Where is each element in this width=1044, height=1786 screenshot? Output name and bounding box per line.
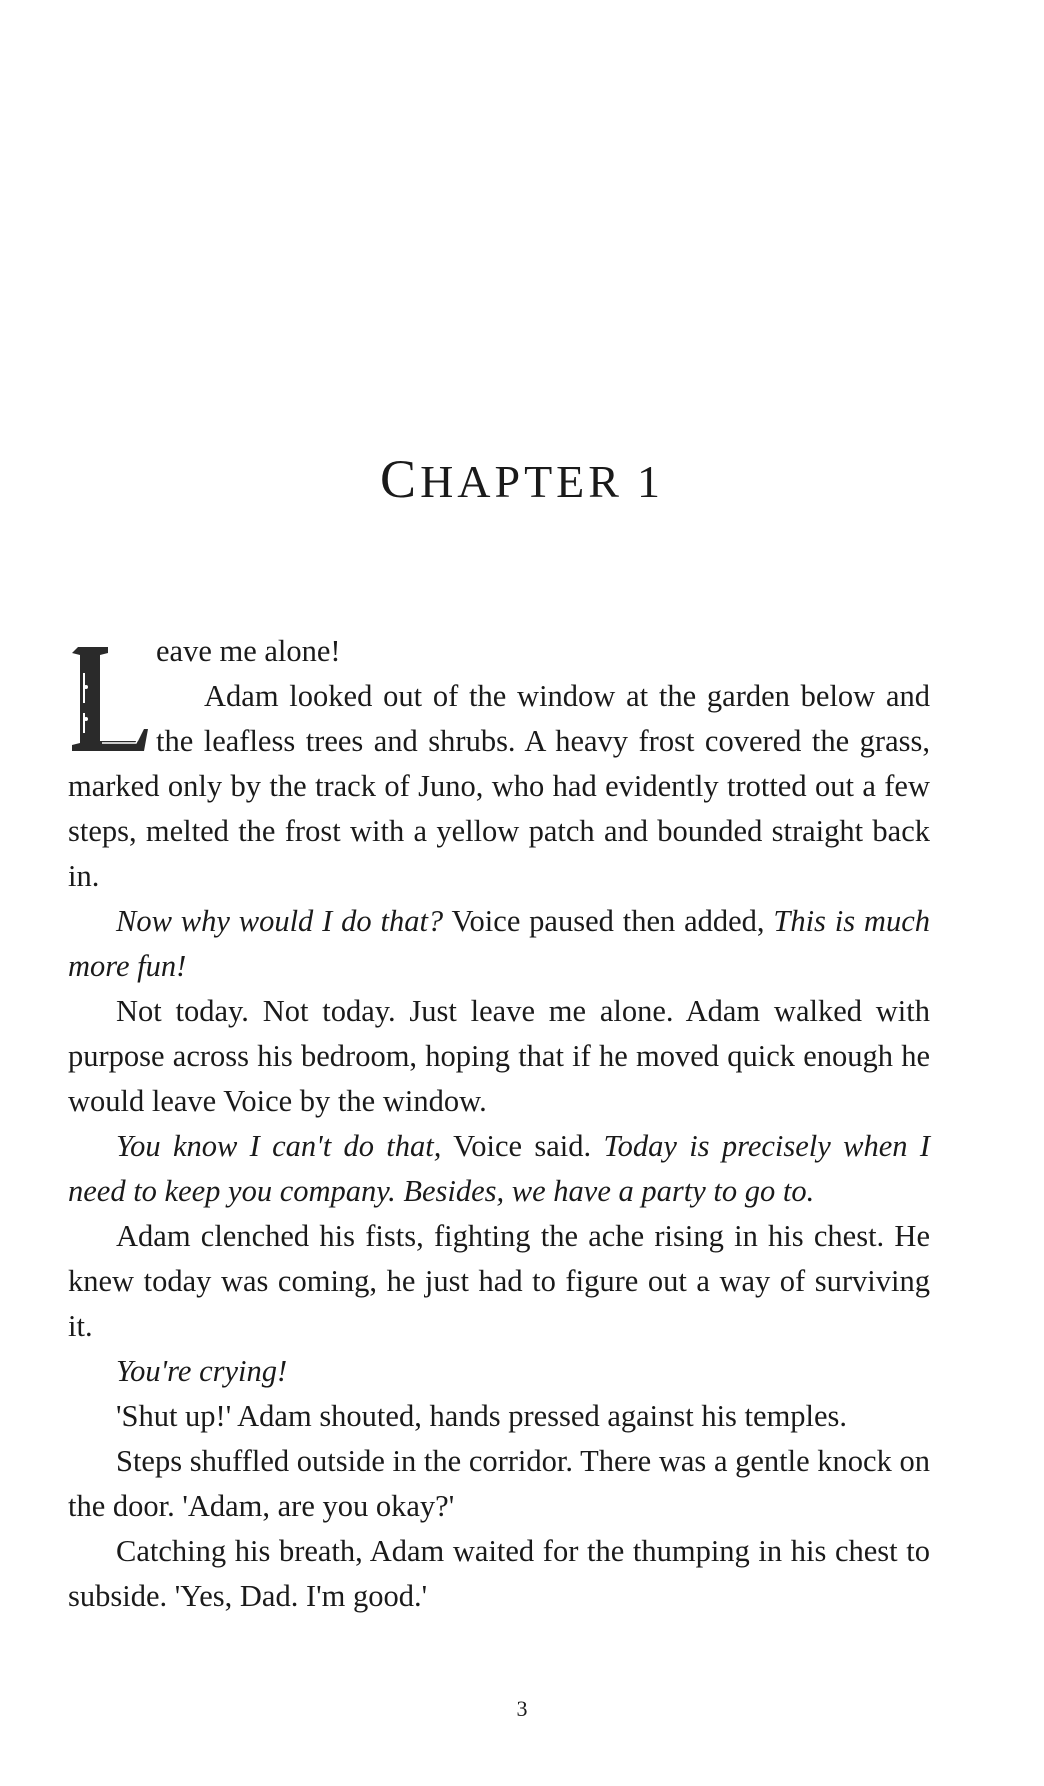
paragraph-3 bbox=[68, 899, 930, 989]
page-number: 3 bbox=[516, 1696, 528, 1721]
chapter-title-initial: C bbox=[380, 449, 421, 509]
paragraph-10: Catching his breath, Adam waited for the thumping in his chest to subside. 'Yes, Dad. I'm good.' bbox=[68, 1534, 930, 1613]
paragraph-7 bbox=[68, 1349, 930, 1394]
chapter-title bbox=[0, 448, 1044, 510]
paragraph-3-roman: Voice paused then added, bbox=[443, 904, 774, 938]
paragraph-4: Not today. Not today. Just leave me alone. Adam walked with purpose across his bedroom, hoping that if he moved quick enough he would leave Voice by the window. bbox=[68, 994, 930, 1118]
paragraph-7-italic: You're crying! bbox=[116, 1354, 288, 1388]
chapter-title-word: HAPTER bbox=[420, 456, 623, 507]
paragraph-9: Steps shuffled outside in the corridor. There was a gentle knock on the door. 'Adam, are you okay?' bbox=[68, 1444, 930, 1523]
paragraph-8: 'Shut up!' Adam shouted, hands pressed against his temples. bbox=[116, 1399, 848, 1433]
paragraph-5-roman: Voice said. bbox=[441, 1129, 604, 1163]
paragraph-3-italic-b: This is much more fun! bbox=[68, 904, 930, 983]
chapter-body bbox=[68, 629, 930, 1619]
chapter-number: 1 bbox=[636, 456, 664, 507]
paragraph-1 bbox=[68, 629, 930, 674]
dropcap-letter bbox=[68, 643, 148, 755]
paragraph-5-italic-a: You know I can't do that, bbox=[116, 1129, 442, 1163]
paragraph-6: Adam clenched his fists, fighting the ache rising in his chest. He knew today was coming, he just had to figure out a way of surviving it. bbox=[68, 1219, 930, 1343]
paragraph-2: Adam looked out of the window at the garden below and the leafless trees and shrubs. A heavy frost covered the grass, marked only by the track of Juno, who had evidently trotted out a few steps, melted the frost with a yellow patch and bounded straight back in. bbox=[68, 679, 930, 893]
paragraph-5-italic-b: Today is precisely when I need to keep you company. Besides, we have a party to go to. bbox=[68, 1129, 930, 1208]
paragraph-1-text: eave me alone! bbox=[156, 634, 341, 668]
paragraph-3-italic-a: Now why would I do that? bbox=[116, 904, 444, 938]
paragraph-5 bbox=[68, 1124, 930, 1214]
dropcap-l-icon bbox=[68, 643, 148, 755]
